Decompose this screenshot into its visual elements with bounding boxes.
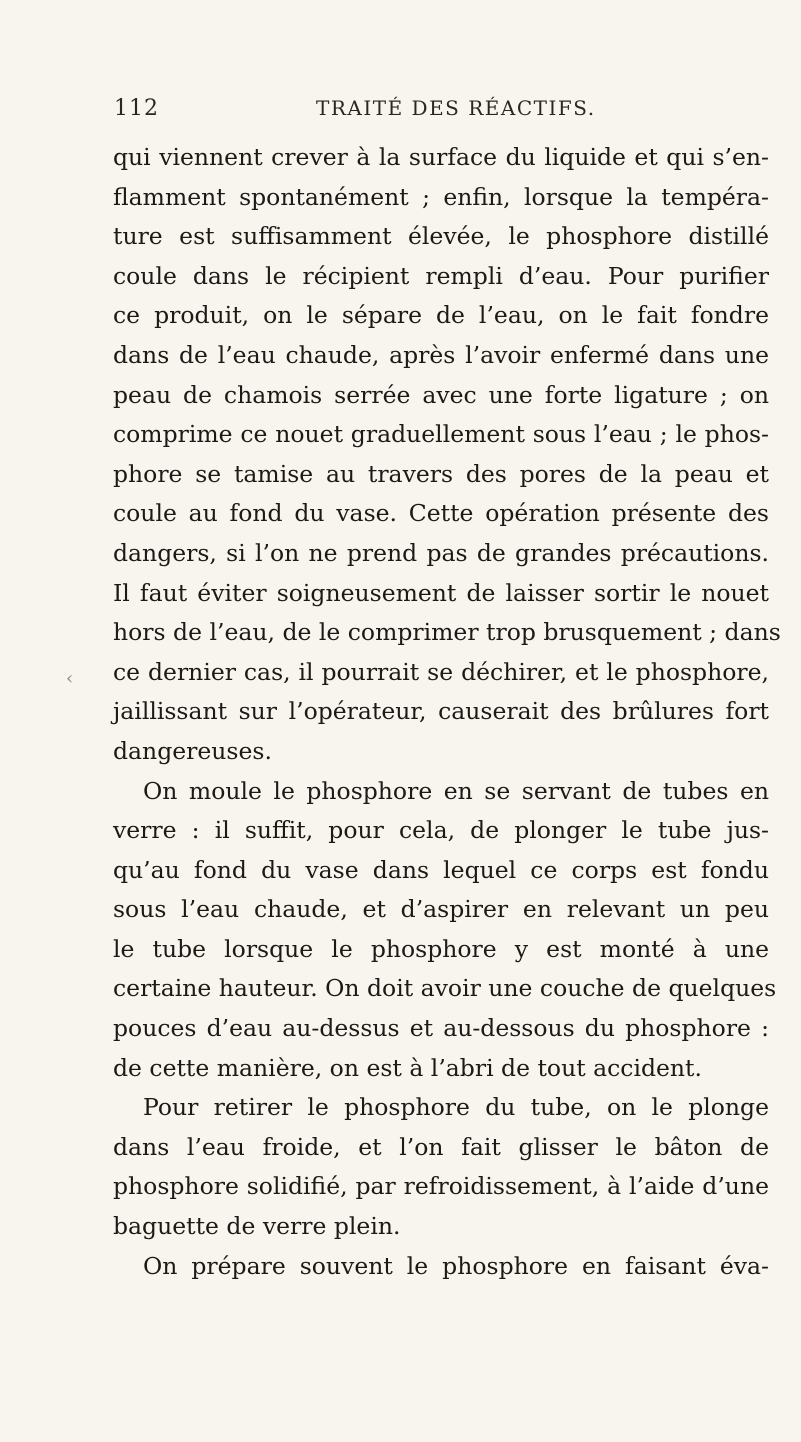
text-line: sous l’eau chaude, et d’aspirer en relevant un peu — [113, 895, 769, 924]
text-line: ture est suffisamment élevée, le phosphore distillé — [113, 222, 769, 251]
text-line: phosphore solidifié, par refroidissement, à l’aide d’une — [113, 1172, 769, 1201]
text-line: comprime ce nouet graduellement sous l’eau ; le phos- — [113, 420, 769, 449]
running-title: TRAITÉ DES RÉACTIFS. — [316, 96, 596, 120]
text-line: hors de l’eau, de le comprimer trop brusquement ; dans — [113, 618, 781, 647]
text-line: qui viennent crever à la surface du liquide et qui s’en- — [113, 143, 769, 171]
body-text — [113, 138, 781, 1286]
text-line: coule au fond du vase. Cette opération présente des — [113, 499, 769, 528]
text-line: Pour retirer le phosphore du tube, on le plonge — [143, 1093, 769, 1122]
text-line: On moule le phosphore en se servant de tubes en — [143, 776, 769, 805]
text-line: de cette manière, on est à l’abri de tout accident. — [113, 1053, 702, 1082]
text-line: dans l’eau froide, et l’on fait glisser le bâton de — [113, 1132, 769, 1161]
text-line: flamment spontanément ; enfin, lorsque la tempéra- — [113, 182, 769, 211]
text-line: Il faut éviter soigneusement de laisser sortir le nouet — [113, 578, 769, 607]
text-line: On prépare souvent le phosphore en faisant éva- — [143, 1251, 769, 1280]
text-line: phore se tamise au travers des pores de la peau et — [113, 459, 769, 488]
text-line: ce dernier cas, il pourrait se déchirer, et le phosphore, — [113, 657, 769, 686]
text-line: peau de chamois serrée avec une forte ligature ; on — [113, 380, 769, 409]
text-line: dangereuses. — [113, 736, 272, 765]
text-line: qu’au fond du vase dans lequel ce corps est fondu — [113, 855, 769, 884]
text-line: dangers, si l’on ne prend pas de grandes précautions. — [113, 538, 769, 567]
running-head — [110, 96, 765, 126]
text-line: certaine hauteur. On doit avoir une couche de quelques — [113, 974, 777, 1003]
text-line: coule dans le récipient rempli d’eau. Pour purifier — [113, 261, 769, 290]
text-line: pouces d’eau au-dessus et au-dessous du phosphore : — [113, 1014, 769, 1043]
text-line: dans de l’eau chaude, après l’avoir enfermé dans une — [113, 340, 769, 369]
text-line: jaillissant sur l’opérateur, causerait des brûlures fort — [113, 697, 769, 726]
text-line: baguette de verre plein. — [113, 1212, 401, 1241]
text-line: verre : il suffit, pour cela, de plonger le tube jus- — [113, 816, 769, 845]
page-number: 112 — [114, 96, 159, 121]
text-line: ce produit, on le sépare de l’eau, on le fait fondre — [113, 301, 769, 330]
text-line: le tube lorsque le phosphore y est monté à une — [113, 934, 769, 963]
margin-mark: ‹ — [66, 668, 74, 689]
